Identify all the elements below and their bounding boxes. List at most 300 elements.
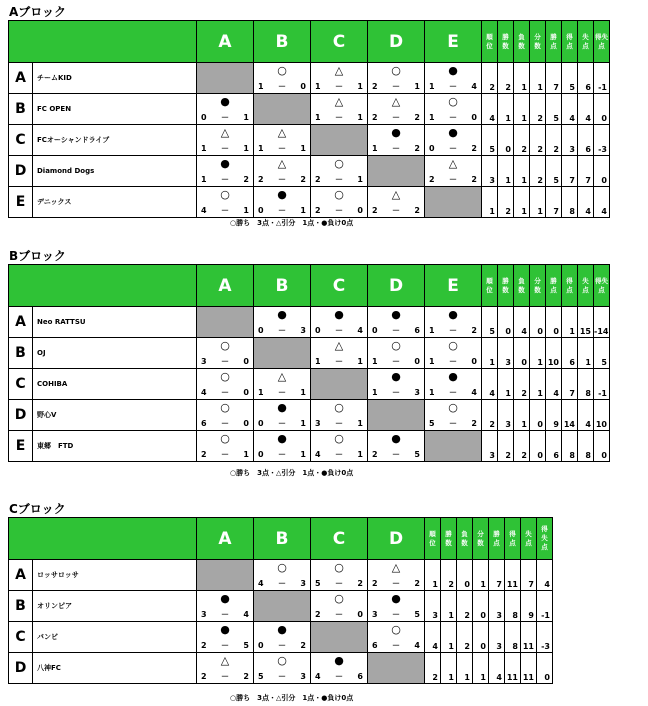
score-dash: － [335, 450, 343, 459]
table-row [9, 369, 610, 400]
stat-header-part: 勝 [445, 529, 452, 538]
team-name: 野心V [33, 400, 197, 431]
match-result [311, 653, 368, 684]
stat-value: 3 [482, 431, 498, 462]
score-for: 5 [315, 579, 321, 588]
match-result [197, 622, 254, 653]
score-dash: － [278, 82, 286, 91]
standings-table [8, 20, 610, 218]
match-score [258, 672, 306, 682]
score-dash: － [449, 419, 457, 428]
stat-value: 1 [441, 653, 457, 684]
stat-header-part: 点 [550, 285, 557, 294]
score-against: 0 [357, 610, 363, 619]
stat-value: 4 [537, 560, 553, 591]
score-dash: － [278, 419, 286, 428]
stat-header [530, 21, 546, 63]
standings-table [8, 517, 553, 684]
match-result [425, 156, 482, 187]
stat-value: 2 [530, 156, 546, 187]
score-against: 0 [243, 357, 249, 366]
header-row [9, 265, 610, 307]
team-name: COHIBA [33, 369, 197, 400]
score-for: 1 [429, 82, 435, 91]
stat-header-part: 点 [566, 41, 573, 50]
score-for: 1 [258, 144, 264, 153]
score-against: 1 [357, 357, 363, 366]
score-against: 1 [300, 419, 306, 428]
result-mark: ● [448, 308, 458, 321]
match-result [368, 560, 425, 591]
diagonal-cell [311, 369, 368, 400]
stat-value: 2 [514, 125, 530, 156]
result-mark: ○ [391, 64, 401, 77]
score-for: 2 [201, 450, 207, 459]
row-label: C [9, 125, 33, 156]
score-against: 4 [243, 610, 249, 619]
stat-value: 6 [578, 125, 594, 156]
match-score [429, 113, 477, 123]
match-score [372, 326, 420, 336]
result-mark: △ [220, 654, 230, 667]
row-label: B [9, 591, 33, 622]
header-team-name-cell [9, 21, 197, 63]
match-result [197, 400, 254, 431]
column-header: D [368, 265, 425, 307]
stat-value: 3 [482, 156, 498, 187]
match-result [197, 156, 254, 187]
result-mark: △ [334, 64, 344, 77]
stat-value: -3 [594, 125, 610, 156]
match-score [258, 579, 306, 589]
score-dash: － [392, 579, 400, 588]
stat-value: 1 [514, 156, 530, 187]
score-for: 4 [315, 450, 321, 459]
stat-value: 11 [505, 560, 521, 591]
result-mark: ○ [391, 339, 401, 352]
stat-value: -1 [594, 369, 610, 400]
column-header: A [197, 518, 254, 560]
match-result [311, 431, 368, 462]
stat-value: 1 [473, 653, 489, 684]
team-name: Diamond Dogs [33, 156, 197, 187]
score-for: 2 [372, 82, 378, 91]
score-for: 3 [201, 610, 207, 619]
result-mark: △ [277, 370, 287, 383]
match-result [197, 431, 254, 462]
match-result [254, 400, 311, 431]
team-name: ロッサロッサ [33, 560, 197, 591]
stat-value: 5 [482, 125, 498, 156]
result-mark: △ [391, 95, 401, 108]
score-dash: － [335, 357, 343, 366]
score-dash: － [335, 610, 343, 619]
match-result [368, 622, 425, 653]
stat-header-part: 得失 [595, 32, 608, 41]
stat-value: 8 [562, 187, 578, 218]
stat-header-part: 位 [486, 285, 493, 294]
stat-value: 3 [498, 338, 514, 369]
score-dash: － [392, 357, 400, 366]
score-for: 4 [315, 672, 321, 681]
score-for: 6 [201, 419, 207, 428]
stat-value: 0 [498, 307, 514, 338]
stat-header [482, 21, 498, 63]
stat-header [578, 265, 594, 307]
match-result [197, 369, 254, 400]
stat-header [594, 265, 610, 307]
diagonal-cell [425, 431, 482, 462]
score-against: 2 [243, 672, 249, 681]
result-mark: ● [220, 95, 230, 108]
column-header: D [368, 21, 425, 63]
score-against: 2 [243, 175, 249, 184]
row-label: C [9, 369, 33, 400]
result-mark: ● [277, 623, 287, 636]
score-dash: － [221, 419, 229, 428]
score-against: 2 [471, 419, 477, 428]
score-against: 5 [414, 450, 420, 459]
score-against: 1 [300, 450, 306, 459]
match-score [201, 388, 249, 398]
score-for: 4 [258, 579, 264, 588]
stat-value: 4 [594, 187, 610, 218]
result-mark: △ [277, 126, 287, 139]
stat-value: 2 [530, 125, 546, 156]
result-mark: ● [391, 308, 401, 321]
team-name: バンビ [33, 622, 197, 653]
score-dash: － [392, 326, 400, 335]
row-label: A [9, 63, 33, 94]
stat-header-part: 勝 [502, 32, 509, 41]
match-result [368, 63, 425, 94]
result-mark: ● [220, 623, 230, 636]
stat-header-part: 点 [582, 285, 589, 294]
match-score [372, 610, 420, 620]
score-for: 1 [201, 175, 207, 184]
score-against: 1 [357, 450, 363, 459]
result-mark: ○ [220, 339, 230, 352]
score-against: 1 [414, 82, 420, 91]
score-against: 2 [471, 326, 477, 335]
score-against: 2 [300, 175, 306, 184]
score-for: 2 [258, 175, 264, 184]
score-for: 2 [429, 175, 435, 184]
match-result [311, 400, 368, 431]
score-dash: － [335, 672, 343, 681]
stat-value: 2 [514, 369, 530, 400]
match-result [368, 431, 425, 462]
match-score [201, 419, 249, 429]
match-result [254, 560, 311, 591]
result-mark: △ [277, 157, 287, 170]
stat-header-part: 点 [582, 41, 589, 50]
stat-value: 6 [546, 431, 562, 462]
result-mark: ● [448, 370, 458, 383]
match-score [201, 113, 249, 123]
score-dash: － [335, 113, 343, 122]
match-score [258, 419, 306, 429]
score-for: 3 [372, 610, 378, 619]
match-result [311, 591, 368, 622]
stat-header-part: 点 [493, 538, 500, 547]
score-for: 2 [372, 113, 378, 122]
match-score [315, 419, 363, 429]
stat-header-part: 分 [477, 529, 484, 538]
diagonal-cell [254, 591, 311, 622]
match-result [197, 591, 254, 622]
stat-value: 9 [546, 400, 562, 431]
diagonal-cell [197, 307, 254, 338]
score-dash: － [278, 641, 286, 650]
stat-value: 4 [546, 369, 562, 400]
score-dash: － [221, 672, 229, 681]
result-mark: ○ [334, 401, 344, 414]
header-team-name-cell [9, 265, 197, 307]
stat-header-part: 得 [541, 525, 548, 533]
match-score [372, 388, 420, 398]
stat-value: 0 [530, 431, 546, 462]
stat-value: 7 [546, 63, 562, 94]
legend: ○勝ち 3点・△引分 1点・●負け0点 [230, 469, 354, 477]
table-row [9, 591, 553, 622]
diagonal-cell [368, 400, 425, 431]
match-result [311, 338, 368, 369]
stat-value: 2 [457, 591, 473, 622]
match-score [372, 113, 420, 123]
stat-header-part: 点 [566, 285, 573, 294]
score-against: 1 [243, 450, 249, 459]
stat-value: 4 [482, 94, 498, 125]
score-against: 2 [414, 113, 420, 122]
score-dash: － [278, 326, 286, 335]
diagonal-cell [425, 187, 482, 218]
stat-value: 3 [489, 591, 505, 622]
result-mark: ○ [220, 188, 230, 201]
match-score [315, 82, 363, 92]
stat-header-part: 分 [534, 276, 541, 285]
score-for: 2 [315, 610, 321, 619]
score-against: 3 [414, 388, 420, 397]
table-row [9, 338, 610, 369]
stat-value: 1 [482, 338, 498, 369]
match-result [425, 125, 482, 156]
result-mark: ● [391, 432, 401, 445]
score-against: 2 [300, 641, 306, 650]
result-mark: △ [448, 157, 458, 170]
score-dash: － [278, 206, 286, 215]
result-mark: ○ [334, 432, 344, 445]
match-score [315, 610, 363, 620]
match-score [429, 144, 477, 154]
score-for: 2 [315, 206, 321, 215]
match-result [197, 187, 254, 218]
stat-value: 0 [514, 338, 530, 369]
row-label: E [9, 431, 33, 462]
team-name: FC OPEN [33, 94, 197, 125]
match-score [201, 450, 249, 460]
match-score [315, 450, 363, 460]
score-against: 0 [414, 357, 420, 366]
stat-header-part: 数 [502, 41, 509, 50]
result-mark: ● [277, 188, 287, 201]
score-dash: － [335, 579, 343, 588]
score-dash: － [392, 610, 400, 619]
score-for: 5 [258, 672, 264, 681]
result-mark: ● [334, 654, 344, 667]
match-result [197, 94, 254, 125]
stat-header-part: 負 [518, 32, 525, 41]
stat-value: 2 [482, 400, 498, 431]
score-dash: － [392, 113, 400, 122]
stat-value: 11 [505, 653, 521, 684]
score-against: 1 [243, 144, 249, 153]
stat-value: 9 [521, 591, 537, 622]
score-dash: － [221, 357, 229, 366]
stat-value: 7 [521, 560, 537, 591]
block-title: Bブロック [9, 249, 66, 263]
match-result [254, 653, 311, 684]
table-row [9, 653, 553, 684]
score-for: 1 [372, 388, 378, 397]
match-score [201, 610, 249, 620]
score-against: 2 [471, 144, 477, 153]
stat-value: 4 [425, 622, 441, 653]
stat-header-part: 順 [429, 529, 436, 538]
result-mark: ○ [334, 157, 344, 170]
score-dash: － [449, 357, 457, 366]
stat-header-part: 失 [582, 32, 589, 41]
match-result [311, 63, 368, 94]
score-for: 1 [258, 82, 264, 91]
stat-value: 0 [594, 94, 610, 125]
stat-value: 5 [482, 307, 498, 338]
column-header: C [311, 265, 368, 307]
stat-header-part: 勝 [550, 276, 557, 285]
score-against: 1 [357, 175, 363, 184]
score-for: 2 [201, 641, 207, 650]
result-mark: ● [277, 308, 287, 321]
result-mark: ● [448, 64, 458, 77]
stat-header-part: 順 [486, 276, 493, 285]
score-against: 1 [243, 206, 249, 215]
row-label: A [9, 560, 33, 591]
match-result [425, 307, 482, 338]
score-dash: － [335, 206, 343, 215]
score-against: 4 [471, 82, 477, 91]
result-mark: △ [334, 339, 344, 352]
match-score [258, 450, 306, 460]
stat-header [562, 265, 578, 307]
score-dash: － [221, 175, 229, 184]
result-mark: ○ [220, 370, 230, 383]
score-dash: － [392, 206, 400, 215]
score-against: 3 [300, 672, 306, 681]
score-against: 1 [357, 419, 363, 428]
score-for: 0 [429, 144, 435, 153]
match-score [315, 206, 363, 216]
stat-value: 0 [473, 591, 489, 622]
match-result [368, 94, 425, 125]
stat-value: 1 [530, 369, 546, 400]
stat-value: 0 [537, 653, 553, 684]
diagonal-cell [368, 653, 425, 684]
team-name: Neo RATTSU [33, 307, 197, 338]
stat-value: 5 [594, 338, 610, 369]
header-team-name-cell [9, 518, 197, 560]
match-result [254, 156, 311, 187]
match-result [311, 94, 368, 125]
stat-value: 4 [578, 187, 594, 218]
score-for: 0 [258, 326, 264, 335]
match-result [368, 591, 425, 622]
column-header: A [197, 265, 254, 307]
match-result [425, 94, 482, 125]
stat-value: 4 [489, 653, 505, 684]
stat-value: 0 [594, 431, 610, 462]
match-result [368, 187, 425, 218]
stat-value: 8 [562, 431, 578, 462]
match-result [425, 369, 482, 400]
stat-header [482, 265, 498, 307]
score-dash: － [392, 450, 400, 459]
stat-value: 6 [562, 338, 578, 369]
stat-value: 8 [578, 431, 594, 462]
stat-header-part: 数 [461, 538, 468, 547]
stat-header-part: 点 [525, 538, 532, 547]
stat-value: 1 [514, 63, 530, 94]
team-name: OJ [33, 338, 197, 369]
stat-header-part: 数 [518, 41, 525, 50]
score-for: 0 [258, 206, 264, 215]
stat-value: 1 [530, 63, 546, 94]
stat-header-part: 数 [518, 285, 525, 294]
team-name: チームKID [33, 63, 197, 94]
stat-value: 2 [498, 187, 514, 218]
score-dash: － [335, 326, 343, 335]
stat-value: 8 [505, 622, 521, 653]
stat-value: 0 [530, 307, 546, 338]
score-for: 1 [372, 144, 378, 153]
stat-value: 1 [441, 622, 457, 653]
legend: ○勝ち 3点・△引分 1点・●負け0点 [230, 694, 354, 702]
score-against: 3 [300, 579, 306, 588]
diagonal-cell [197, 63, 254, 94]
result-mark: ● [391, 370, 401, 383]
match-score [315, 672, 363, 682]
stat-value: 7 [578, 156, 594, 187]
score-against: 1 [243, 113, 249, 122]
result-mark: ● [220, 157, 230, 170]
match-result [425, 63, 482, 94]
score-against: 4 [357, 326, 363, 335]
stat-value: 1 [562, 307, 578, 338]
diagonal-cell [311, 622, 368, 653]
table-row [9, 431, 610, 462]
row-label: E [9, 187, 33, 218]
match-score [258, 144, 306, 154]
stat-header-part: 位 [486, 41, 493, 50]
stat-value: 2 [498, 63, 514, 94]
result-mark: △ [334, 95, 344, 108]
stat-value: -3 [537, 622, 553, 653]
score-against: 1 [300, 388, 306, 397]
table-row [9, 622, 553, 653]
score-dash: － [221, 206, 229, 215]
stat-value: 3 [562, 125, 578, 156]
stat-header-part: 分 [534, 32, 541, 41]
stat-value: 2 [457, 622, 473, 653]
